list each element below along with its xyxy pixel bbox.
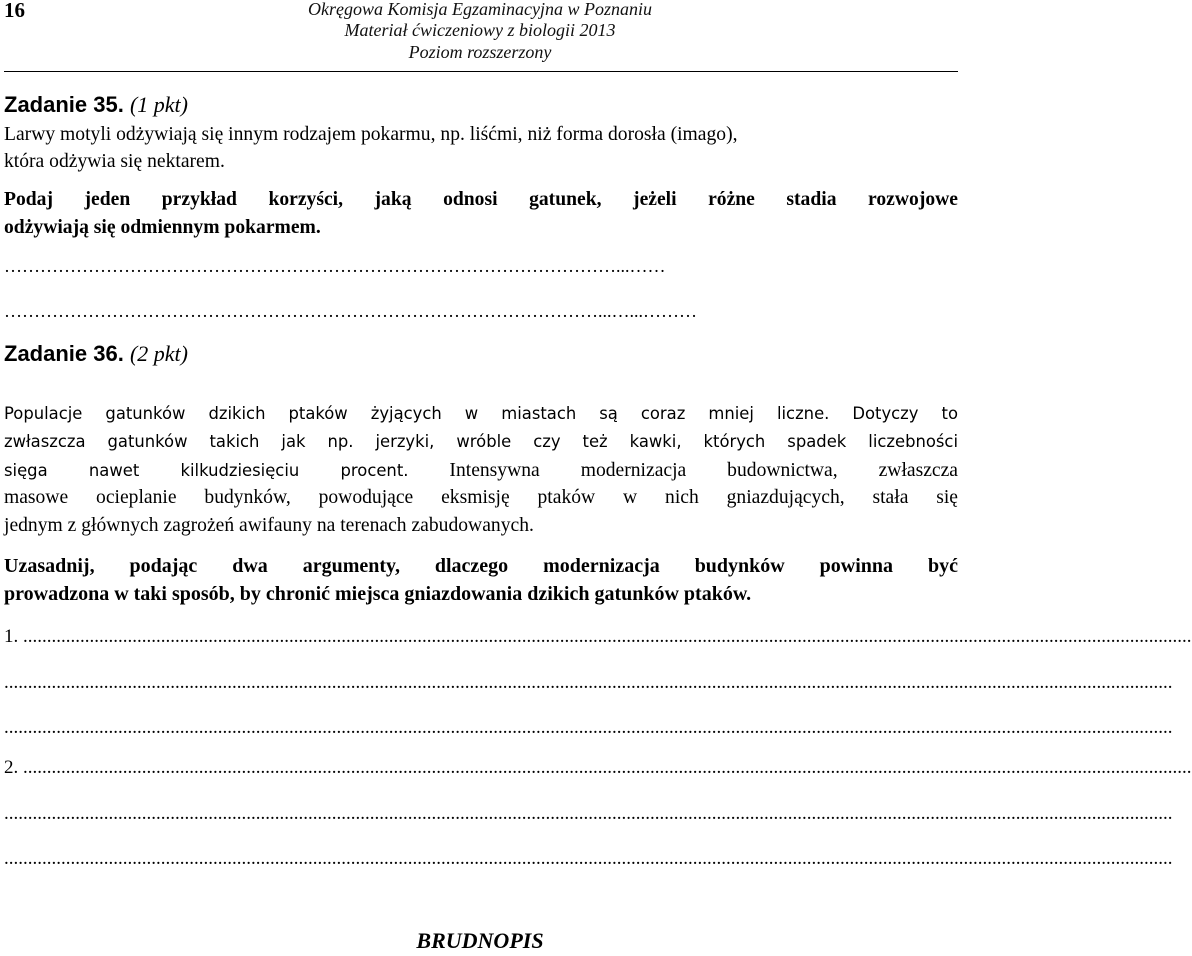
task-35-question-2: odżywiają się odmiennym pokarmem. bbox=[4, 217, 321, 238]
task-36-question-1: Uzasadnij, podając dwa argumenty, dlaczego modernizacja budynków powinna być bbox=[4, 555, 958, 577]
dotted-line: ...................................................................................................................................................................................................................................................... bbox=[23, 757, 1192, 778]
task-35-heading bbox=[4, 92, 188, 118]
header-institution: Okręgowa Komisja Egzaminacyjna w Poznaniu bbox=[308, 0, 652, 19]
header-material: Materiał ćwiczeniowy z biologii 2013 bbox=[344, 20, 616, 40]
task-36-title: Zadanie 36. bbox=[4, 341, 124, 366]
answer-2-label: 2. bbox=[4, 757, 23, 778]
task-36-text-2: zwłaszcza gatunków takich jak np. jerzyki, wróble czy też kawki, których spadek liczebności bbox=[4, 432, 958, 451]
task-36-text-5: jednym z głównych zagrożeń awifauny na terenach zabudowanych. bbox=[4, 515, 534, 536]
task-35-question-1: Podaj jeden przykład korzyści, jaką odnosi gatunek, jeżeli różne stadia rozwojowe bbox=[4, 189, 958, 210]
task-36-text-3 bbox=[4, 460, 958, 482]
task-36-heading bbox=[4, 341, 188, 367]
task-36-answer-2-line-1[interactable] bbox=[4, 757, 1192, 779]
task-35-text-2: która odżywia się nektarem. bbox=[4, 151, 225, 172]
task-36-text-4: masowe ocieplanie budynków, powodujące eksmisję ptaków w nich gniazdujących, stała się bbox=[4, 487, 958, 508]
task-35-answer-line-2[interactable]: ………………………………………………………………………………………...…...……… bbox=[4, 301, 697, 321]
task-35-points: (1 pkt) bbox=[129, 92, 188, 117]
task-36-points: (2 pkt) bbox=[129, 341, 188, 366]
dotted-line: ...................................................................................................................................................................................................................................................... bbox=[23, 626, 1192, 647]
task-36-text-3b: Intensywna modernizacja budownictwa, zwłaszcza bbox=[408, 460, 958, 481]
task-36-text-1: Populacje gatunków dzikich ptaków żyjących w miastach są coraz mniej liczne. Dotyczy to bbox=[4, 404, 958, 423]
task-35-text-1: Larwy motyli odżywiają się innym rodzajem pokarmu, np. liśćmi, niż forma dorosła (imago), bbox=[4, 124, 738, 145]
draft-label: BRUDNOPIS bbox=[416, 928, 544, 953]
header-level: Poziom rozszerzony bbox=[408, 42, 552, 62]
page-number: 16 bbox=[4, 0, 25, 22]
task-36-answer-1-line-1[interactable] bbox=[4, 626, 1192, 648]
task-36-answer-1-line-3[interactable]: ...................................................................................................................................................................................................................................................... bbox=[4, 717, 1173, 738]
task-36-answer-2-line-2[interactable]: ...................................................................................................................................................................................................................................................... bbox=[4, 803, 1173, 824]
task-35-answer-line-1[interactable]: …………………………………………………………………………………………...…… bbox=[4, 256, 666, 276]
task-35-title: Zadanie 35. bbox=[4, 92, 124, 117]
task-36-answer-2-line-3[interactable]: ...................................................................................................................................................................................................................................................... bbox=[4, 848, 1173, 869]
task-36-answer-1-line-2[interactable]: ...................................................................................................................................................................................................................................................... bbox=[4, 672, 1173, 693]
header-rule bbox=[4, 71, 958, 72]
task-36-question-2: prowadzona w taki sposób, by chronić miejsca gniazdowania dzikich gatunków ptaków. bbox=[4, 583, 752, 605]
task-36-text-3a: sięga nawet kilkudziesięciu procent. bbox=[4, 461, 409, 480]
answer-1-label: 1. bbox=[4, 626, 23, 647]
